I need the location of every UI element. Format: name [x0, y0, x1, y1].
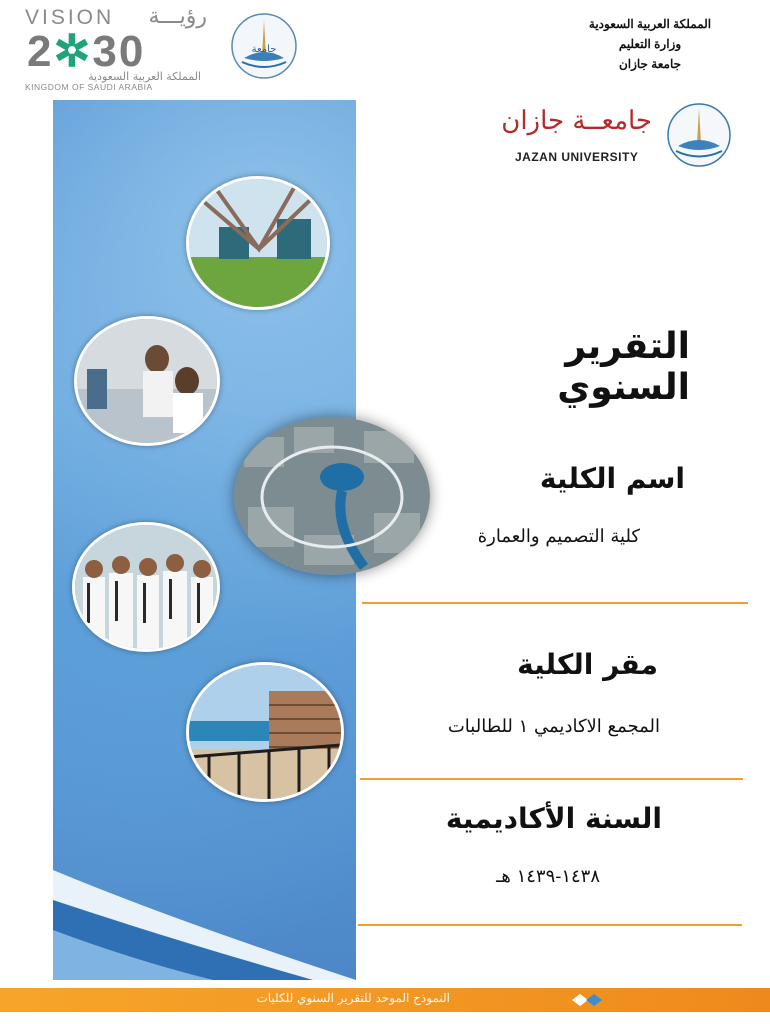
divider-1: [362, 602, 748, 604]
building-photo: [186, 662, 344, 802]
jazan-university-emblem: [666, 102, 732, 168]
university-name-ar: جامعــة جازان: [501, 106, 652, 136]
chevron-icon: [570, 992, 606, 1008]
college-name-label: اسم الكلية: [539, 462, 685, 495]
year-digits-30: 30: [92, 27, 146, 76]
ministry-line-2: وزارة التعليم: [618, 37, 682, 51]
year-emblem-zero: ✲: [53, 27, 93, 76]
ministry-block: [560, 14, 740, 74]
year-digit-2: 2: [27, 27, 54, 76]
campus-photo: [186, 176, 330, 310]
footer-bar: [0, 988, 770, 1012]
kingdom-en-text: KINGDOM OF SAUDI ARABIA: [25, 82, 153, 92]
college-seat-label: مقر الكلية: [517, 648, 658, 681]
report-title: التقرير السنوي: [557, 326, 690, 408]
jazan-emblem-small: [230, 12, 298, 80]
divider-2: [360, 778, 743, 780]
divider-3: [358, 924, 742, 926]
aerial-campus-photo: [234, 417, 430, 575]
svg-text:جامعة: جامعة: [251, 44, 277, 55]
ministry-line-3: جامعة جازان: [618, 57, 682, 71]
lab-photo: [74, 316, 220, 446]
academic-year-label: السنة الأكاديمية: [445, 802, 662, 835]
kingdom-ar-text: المملكة العربية السعودية: [88, 70, 201, 83]
footer-text: النموذج الموحد للتقرير السنوي للكليات: [256, 991, 450, 1005]
ministry-line-1: المملكة العربية السعودية: [588, 17, 712, 31]
panel-wave: [53, 860, 356, 980]
college-name-value: كلية التصميم والعمارة: [477, 526, 640, 547]
vision-text: VISION: [25, 6, 115, 29]
university-name-en: JAZAN UNIVERSITY: [515, 150, 639, 164]
students-photo: [72, 522, 220, 652]
vision-ar-text: رؤيـــة: [148, 4, 207, 29]
vision-2030-logo: [25, 6, 215, 92]
college-seat-value: المجمع الاكاديمي ١ للطالبات: [447, 716, 660, 737]
jazan-university-logo: [497, 100, 742, 172]
academic-year-value: ١٤٣٨-١٤٣٩ هـ: [496, 866, 600, 887]
